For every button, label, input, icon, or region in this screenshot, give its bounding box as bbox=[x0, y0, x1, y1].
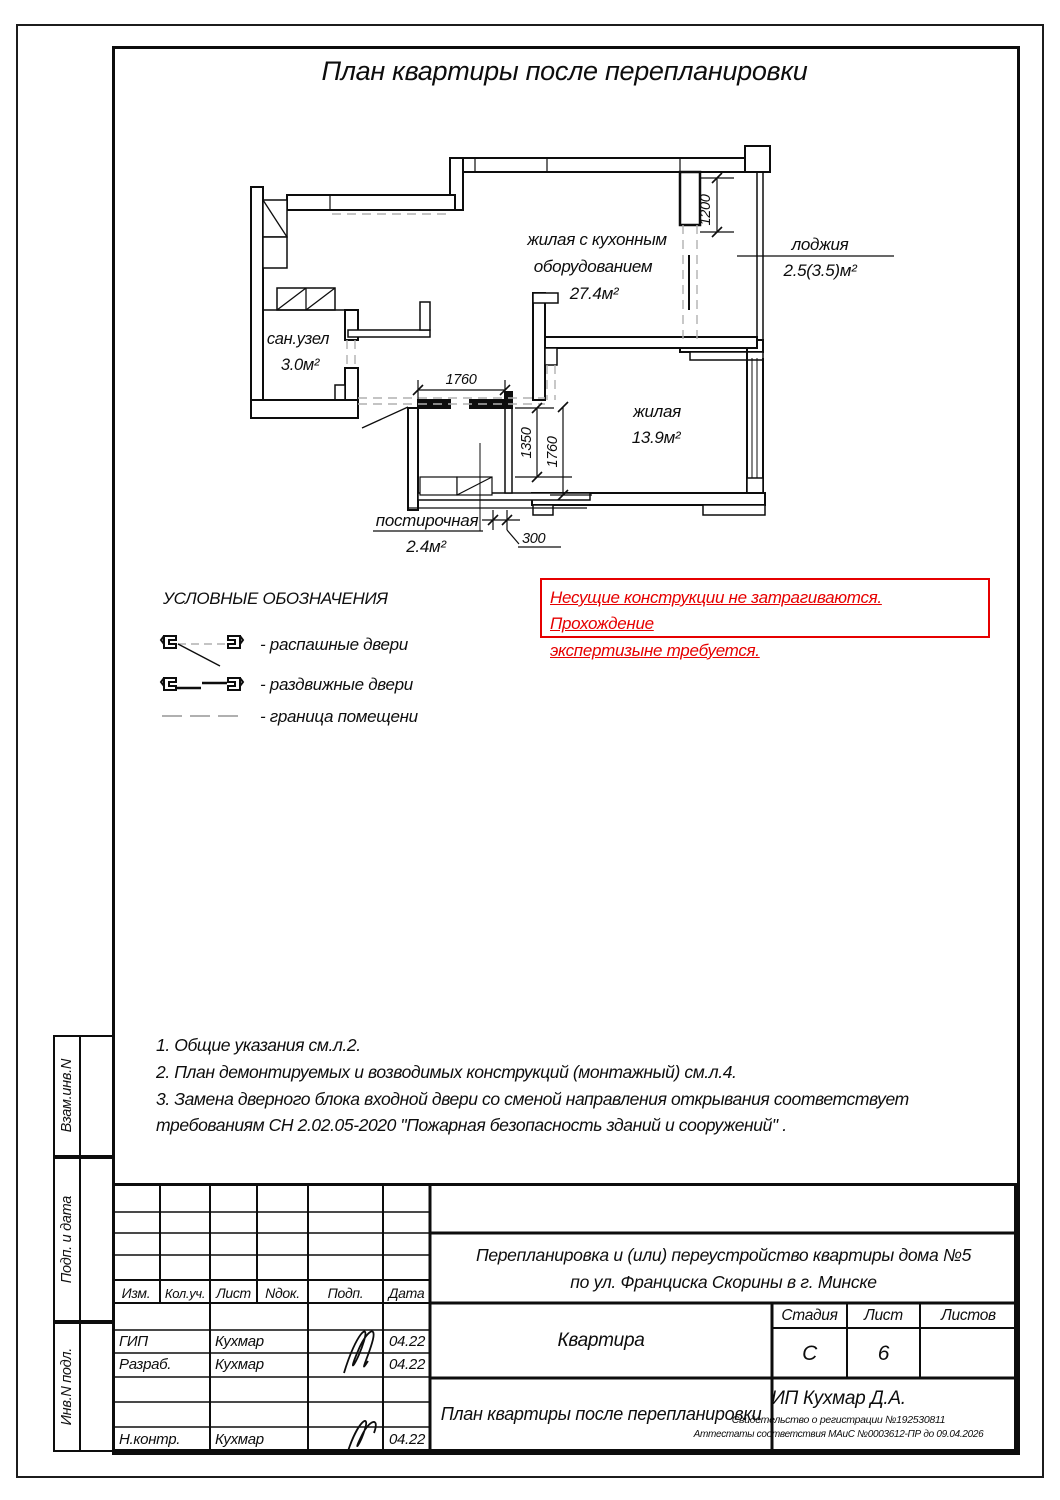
project-name-line2: по ул. Франциска Скорины в г. Минске bbox=[570, 1272, 877, 1292]
company-cert1: Свидетельство о регистрации №192530811 bbox=[731, 1414, 946, 1426]
row-nkontr-role: Н.контр. bbox=[119, 1431, 181, 1448]
warning-line1: Несущие конструкции не затрагиваются. Прохождение bbox=[550, 588, 882, 634]
sidebar-inv-podl-label: Инв.N подл. bbox=[59, 1348, 75, 1426]
row-razrab-name: Кухмар bbox=[215, 1356, 264, 1373]
room-bathroom-label: сан.узел bbox=[266, 330, 330, 348]
dim-1200: 1200 bbox=[698, 194, 714, 226]
company-name: ИП Кухмар Д.А. bbox=[771, 1388, 906, 1409]
sidebar-cell-inv bbox=[53, 1322, 114, 1452]
sheet-value: 6 bbox=[877, 1342, 890, 1365]
object-name: Квартира bbox=[557, 1330, 645, 1351]
row-gip-role: ГИП bbox=[119, 1333, 148, 1350]
room-loggia-label: лоджия bbox=[791, 235, 849, 254]
sliding-door-icon bbox=[161, 678, 243, 690]
note-3: 3. Замена дверного блока входной двери со сменой направления открывания соответствует bbox=[156, 1088, 909, 1109]
room-living-kitchen-area: 27.4м² bbox=[569, 284, 619, 303]
row-nkontr-date: 04.22 bbox=[388, 1431, 426, 1448]
row-gip-date: 04.22 bbox=[388, 1333, 426, 1350]
room-living-kitchen-label2: оборудованием bbox=[533, 257, 653, 276]
legend bbox=[150, 582, 570, 747]
page-title: План квартиры после перепланировки bbox=[321, 56, 808, 86]
sidebar-vzam-inv-label: Взам.инв.N bbox=[59, 1059, 75, 1133]
row-nkontr-name: Кухмар bbox=[215, 1431, 264, 1448]
col-header-koluch: Кол.уч. bbox=[164, 1286, 206, 1301]
signature-scribbles bbox=[344, 1331, 376, 1451]
dim-1760-h: 1760 bbox=[445, 372, 477, 388]
sheets-header: Листов bbox=[941, 1307, 996, 1324]
dim-300: 300 bbox=[522, 531, 546, 547]
stage-value: С bbox=[802, 1342, 817, 1365]
col-header-list: Лист bbox=[216, 1285, 251, 1301]
legend-title: УСЛОВНЫЕ ОБОЗНАЧЕНИЯ bbox=[163, 589, 388, 608]
sidebar-label-col bbox=[55, 1324, 81, 1450]
dim-1350: 1350 bbox=[519, 427, 535, 459]
project-name-line1: Перепланировка и (или) переустройство квартиры дома №5 bbox=[475, 1245, 972, 1265]
note-4: требованиям СН 2.02.05-2020 "Пожарная безопасность зданий и сооружений" . bbox=[156, 1115, 787, 1136]
legend-item-sliding-doors: - раздвижные двери bbox=[260, 675, 413, 694]
col-header-podp: Подп. bbox=[327, 1285, 364, 1301]
warning-note bbox=[540, 578, 990, 660]
signature-gip bbox=[344, 1331, 374, 1373]
floor-plan bbox=[220, 130, 1040, 590]
row-razrab-date: 04.22 bbox=[388, 1356, 426, 1373]
sheet-header: Лист bbox=[864, 1307, 903, 1324]
warning-line2: экспертизыне требуется. bbox=[550, 640, 760, 660]
room-loggia-area: 2.5(3.5)м² bbox=[783, 261, 857, 280]
col-header-izm: Изм. bbox=[121, 1285, 151, 1301]
legend-item-swing-doors: - распашные двери bbox=[260, 635, 408, 654]
row-razrab-role: Разраб. bbox=[119, 1356, 172, 1373]
sidebar-label-col bbox=[55, 1037, 81, 1155]
note-2: 2. План демонтируемых и возводимых конструкций (монтажный) см.л.4. bbox=[156, 1061, 737, 1082]
sidebar-cell-podp bbox=[53, 1157, 114, 1322]
room-laundry-area: 2.4м² bbox=[406, 537, 446, 556]
dim-1760-v: 1760 bbox=[545, 436, 561, 468]
sidebar-cell-vzam bbox=[53, 1035, 114, 1157]
doc-title: План квартиры после перепланировки bbox=[440, 1404, 762, 1424]
company-cert2: Аттестаты соответствия МАиС №0003612-ПР до 09.04.2026 bbox=[693, 1429, 984, 1440]
legend-labels bbox=[260, 635, 419, 726]
col-header-data: Дата bbox=[388, 1285, 425, 1301]
room-living-kitchen-label: жилая с кухонным bbox=[527, 230, 667, 249]
col-header-ndok: Nдок. bbox=[265, 1285, 300, 1301]
room-living-area: 13.9м² bbox=[631, 428, 681, 447]
stage-header: Стадия bbox=[781, 1307, 838, 1324]
signature-nkontr bbox=[348, 1421, 376, 1451]
sidebar-label-col bbox=[55, 1159, 81, 1320]
legend-item-room-boundary: - граница помещени bbox=[260, 707, 418, 726]
room-bathroom-area: 3.0м² bbox=[280, 356, 320, 374]
note-1: 1. Общие указания см.л.2. bbox=[156, 1035, 361, 1055]
swing-door-icon bbox=[161, 636, 243, 666]
room-laundry-label: постирочная bbox=[375, 511, 479, 530]
row-gip-name: Кухмар bbox=[215, 1333, 264, 1350]
sidebar-podp-data-label: Подп. и дата bbox=[59, 1195, 75, 1284]
general-notes bbox=[156, 1032, 936, 1139]
room-living-label: жилая bbox=[633, 402, 681, 421]
